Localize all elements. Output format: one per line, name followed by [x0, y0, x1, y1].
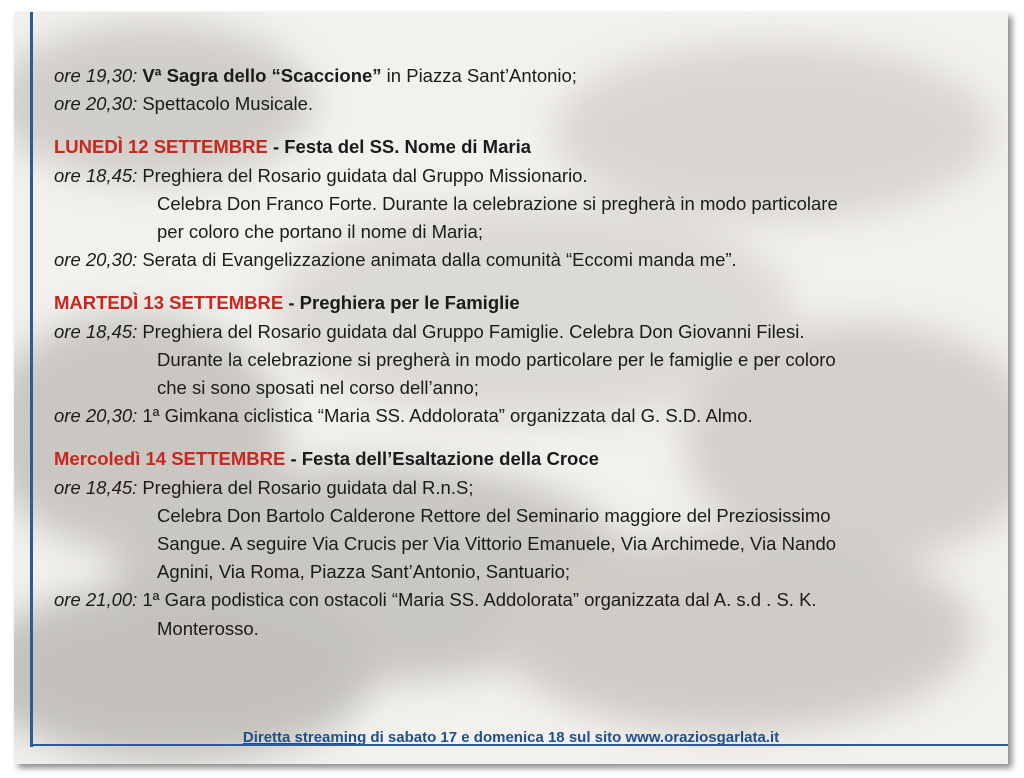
entry: [54, 586, 994, 614]
footer-text: di sabato 17 e domenica 18 sul sito www.oraziosgarlata.it: [366, 729, 780, 746]
day-title: - Preghiera per le Famiglie: [283, 292, 520, 314]
entry-line: Preghiera del Rosario guidata dal R.n.S;: [142, 476, 474, 498]
entry-line: Celebra Don Franco Forte. Durante la celebrazione si pregherà in modo particolare: [157, 192, 838, 214]
day-section: [54, 133, 994, 274]
day-label: Mercoledì 14 SETTEMBRE: [54, 448, 286, 470]
entry-text: [142, 62, 577, 90]
program-text: [54, 62, 994, 643]
entry-time: ore 19,30:: [54, 65, 138, 86]
entry-line: Monterosso.: [157, 617, 259, 639]
day-heading: [54, 445, 994, 473]
entry: [54, 246, 994, 274]
intro-entry: [54, 62, 994, 90]
day-label: LUNEDÌ 12 SETTEMBRE: [54, 136, 268, 158]
entry: [54, 162, 994, 190]
left-border-line: [30, 12, 33, 747]
event-location: in Piazza Sant’Antonio;: [381, 65, 577, 86]
entry-text: Spettacolo Musicale.: [142, 93, 314, 115]
entry-line: 1ª Gimkana ciclistica “Maria SS. Addolorata” organizzata dal G. S.D. Almo.: [142, 405, 753, 427]
entry-line: Agnini, Via Roma, Piazza Sant’Antonio, Santuario;: [157, 561, 571, 583]
entry: [54, 474, 994, 502]
day-section: [54, 445, 994, 642]
intro-entry: [54, 90, 994, 118]
program-page: [14, 12, 1008, 764]
entry-line: Preghiera del Rosario guidata dal Gruppo Famiglie. Celebra Don Giovanni Filesi.: [142, 320, 805, 342]
entry-line: che si sono sposati nel corso dell’anno;: [157, 377, 479, 399]
entry-line: 1ª Gara podistica con ostacoli “Maria SS. Addolorata” organizzata dal A. s.d . S. K.: [142, 589, 817, 611]
entry-time: ore 20,30:: [54, 405, 138, 427]
day-title: - Festa del SS. Nome di Maria: [267, 136, 531, 158]
day-heading: [54, 133, 994, 161]
entry-time: ore 20,30:: [54, 249, 138, 271]
footer-streaming-note: [14, 729, 1008, 746]
entry-line: per coloro che portano il nome di Maria;: [157, 221, 483, 243]
entry-time: ore 18,45:: [54, 164, 138, 186]
entry-line: Sangue. A seguire Via Crucis per Via Vittorio Emanuele, Via Archimede, Via Nando: [157, 533, 837, 555]
event-name: Vª Sagra dello “Scaccione”: [142, 65, 382, 86]
entry-time: ore 18,45:: [54, 320, 138, 342]
entry-time: ore 18,45:: [54, 476, 138, 498]
entry-line: Celebra Don Bartolo Calderone Rettore del Seminario maggiore del Preziosissimo: [157, 504, 831, 526]
streaming-link[interactable]: Diretta streaming: [242, 729, 367, 746]
entry-line: Serata di Evangelizzazione animata dalla comunità “Eccomi manda me”.: [142, 249, 737, 271]
entry-line: Durante la celebrazione si pregherà in modo particolare per le famiglie e per coloro: [157, 348, 836, 370]
entry: [54, 318, 994, 346]
entry: [54, 402, 994, 430]
day-section: [54, 289, 994, 430]
day-heading: [54, 289, 994, 317]
entry-line: Preghiera del Rosario guidata dal Gruppo Missionario.: [142, 164, 588, 186]
entry-time: ore 20,30:: [54, 93, 138, 115]
day-label: MARTEDÌ 13 SETTEMBRE: [54, 292, 284, 314]
day-title: - Festa dell’Esaltazione della Croce: [285, 448, 599, 470]
entry-time: ore 21,00:: [54, 589, 138, 611]
